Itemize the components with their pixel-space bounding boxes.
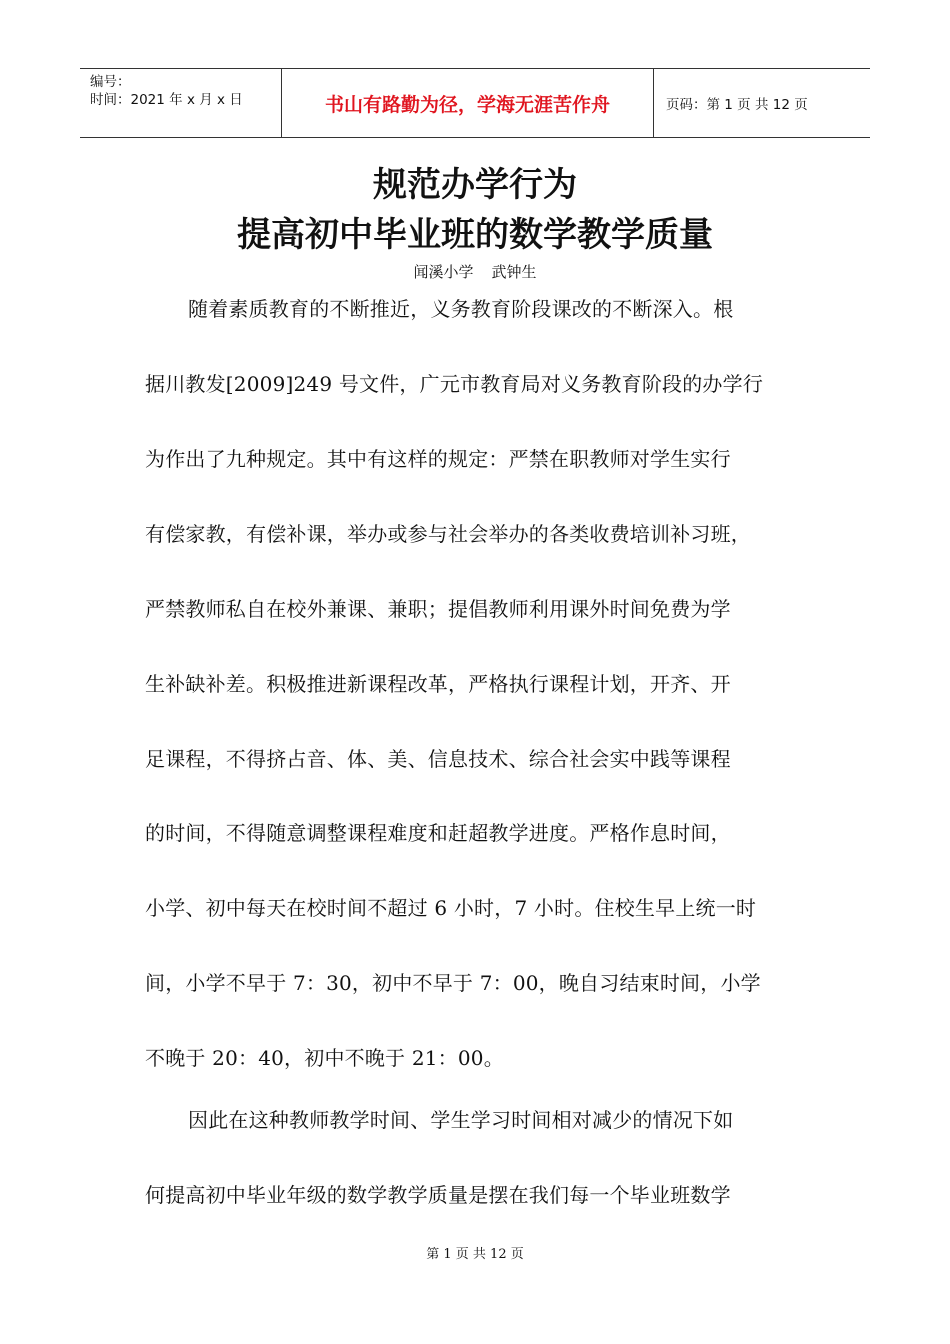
paragraph-line: 足课程，不得挤占音、体、美、信息技术、综合社会实中践等课程: [145, 747, 731, 771]
header-motto: 书山有路勤为径，学海无涯苦作舟: [282, 69, 654, 137]
paragraph-line: 严禁教师私自在校外兼课、兼职；提倡教师利用课外时间免费为学: [145, 597, 731, 621]
header-meta: [80, 69, 282, 137]
document-title-line1: 规范办学行为: [373, 165, 577, 205]
paragraph-line: 因此在这种教师教学时间、学生学习时间相对减少的情况下如: [188, 1108, 734, 1132]
paragraph-line: 不晚于 20：40，初中不晚于 21：00。: [145, 1046, 504, 1070]
header-table: [80, 68, 870, 138]
paragraph-line: 为作出了九种规定。其中有这样的规定：严禁在职教师对学生实行: [145, 447, 731, 471]
document-title-line2: 提高初中毕业班的数学教学质量: [237, 215, 713, 255]
paragraph-line: 的时间，不得随意调整课程难度和赶超教学进度。严格作息时间，: [145, 821, 731, 845]
page-footer: 第 1 页 共 12 页: [426, 1247, 524, 1262]
number-label: 编号：: [90, 74, 131, 90]
paragraph-line: 间，小学不早于 7：30，初中不早于 7：00，晚自习结束时间，小学: [145, 971, 761, 995]
paragraph-line: 随着素质教育的不断推近，义务教育阶段课改的不断深入。根: [188, 297, 734, 321]
paragraph-line: 据川教发[2009]249 号文件，广元市教育局对义务教育阶段的办学行: [145, 372, 764, 396]
paragraph-line: 有偿家教，有偿补课，举办或参与社会举办的各类收费培训补习班，: [145, 522, 751, 546]
paragraph-line: 小学、初中每天在校时间不超过 6 小时，7 小时。住校生早上统一时: [145, 896, 757, 920]
time-label: 时间：2021 年 x 月 x 日: [90, 92, 243, 108]
author-line: [0, 262, 950, 282]
header-page-info: 页码：第 1 页 共 12 页: [666, 97, 808, 113]
author-name: 武钟生: [491, 263, 537, 281]
author-school: 闻溪小学: [413, 263, 474, 281]
paragraph-line: 何提高初中毕业年级的数学教学质量是摆在我们每一个毕业班数学: [145, 1183, 731, 1207]
paragraph-line: 生补缺补差。积极推进新课程改革，严格执行课程计划，开齐、开: [145, 672, 731, 696]
